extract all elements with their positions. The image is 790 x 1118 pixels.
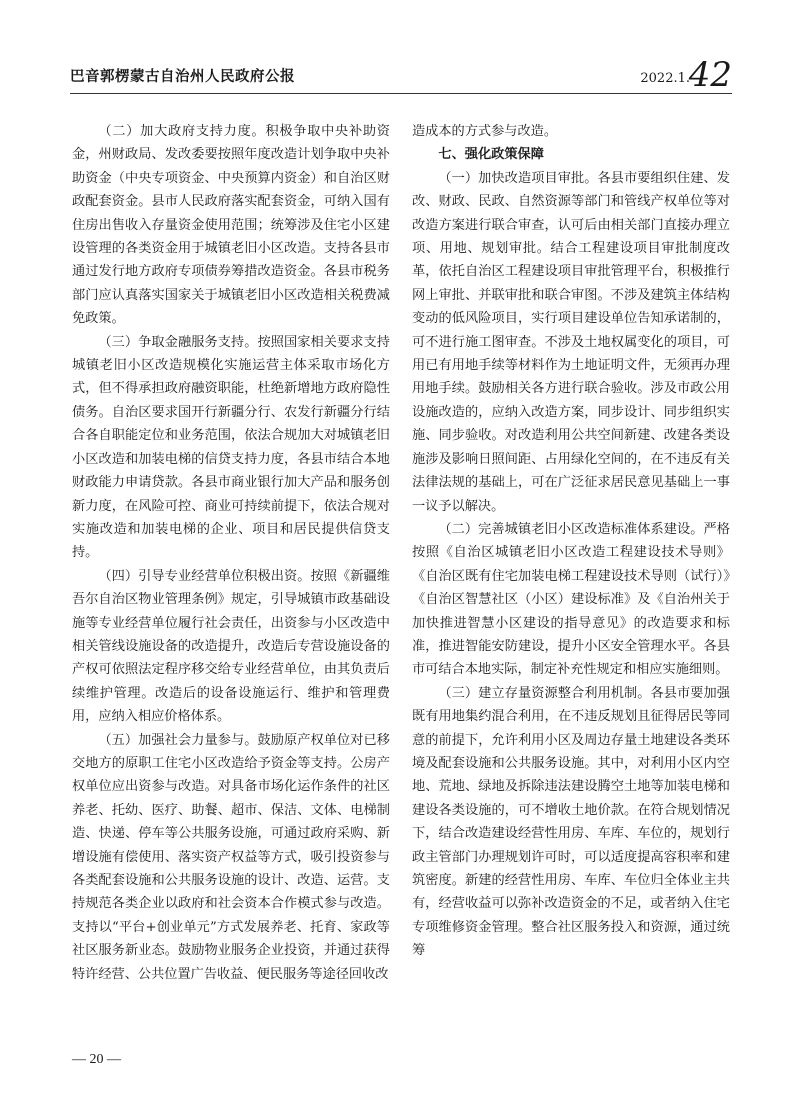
paragraph-resource-integration: （三）建立存量资源整合利用机制。各县市要加强既有用地集约混合利用，在不违反规划且征得居民等同意的前提下，允许利用小区及周边存量土地建设各类环境及配套设施和公共服务设施。其中，对利用小区内空地、荒地、绿地及拆除违法建设腾空土地等加装电梯和建设各类设施的，可不增收土地价款。在符合规划情况下，结合改造建设经营性用房、车库、车位的，规划行政主管部门办理规划许可时，可以适度提高容积率和建筑密度。新建的经营性用房、车库、车位归全体业主共有，经营收益可以弥补改造资金的不足，或者纳入住宅专项维修资金管理。整合社区服务投入和资源，通过统筹 bbox=[412, 685, 730, 959]
paragraph-project-approval: （一）加快改造项目审批。各县市要组织住建、发改、财政、民政、自然资源等部门和管线产权单位等对改造方案进行联合审查，认可后由相关部门直接办理立项、用地、规划审批。结合工程建设项目审批制度改革，依托自治区工程建设项目审批管理平台，积极推行网上审批、并联审批和联合审图。不涉及建筑主体结构变动的低风险项目，实行项目建设单位告知承诺制的，可不进行施工图审查。不涉及土地权属变化的项目，可用已有用地手续等材料作为土地证明文件，无须再办理用地手续。鼓励相关各方进行联合验收。涉及市政公用设施改造的，应纳入改造方案，同步设计、同步组织实施、同步验收。对改造利用公共空间新建、改建各类设施涉及影响日照间距、占用绿化空间的，在不违反有关法律法规的基础上，可在广泛征求居民意见基础上一事一议予以解决。 bbox=[412, 170, 730, 514]
right-column bbox=[412, 120, 730, 963]
section-heading-policy-guarantee: 七、强化政策保障 bbox=[438, 147, 544, 163]
paragraph-social-participation: （五）加强社会力量参与。鼓励原产权单位对已移交地方的原职工住宅小区改造给予资金等支持。公房产权单位应出资参与改造。对具备市场化运作条件的社区养老、托幼、医疗、助餐、超市、保洁、文体、电梯制造、快递、停车等公共服务设施，可通过政府采购、新增设施有偿使用、落实资产权益等方式，吸引投资参与各类配套设施和公共服务设施的设计、改造、运营。支持规范各类企业以政府和社会资本合作模式参与改造。支持以“平台+创业单元”方式发展养老、托育、家政等社区服务新业态。鼓励物业服务企业投资，并通过获得特许经营、公共位置广告收益、便民服务等途径回收改 bbox=[72, 732, 390, 982]
header-divider bbox=[70, 93, 732, 94]
issue-date: 2022.1. bbox=[640, 71, 690, 86]
page-header bbox=[70, 52, 732, 95]
paragraph-standards-system: （二）完善城镇老旧小区改造标准体系建设。严格按照《自治区城镇老旧小区改造工程建设技术导则》《自治区既有住宅加装电梯工程建设技术导则（试行）》《自治区智慧社区（小区）建设标准》及《自治州关于加快推进智慧小区建设的指导意见》的改造要求和标准，推进智能安防建设，提升小区安全管理水平。各县市可结合本地实际，制定补充性规定和相应实施细则。 bbox=[412, 521, 730, 678]
paragraph-continuation: 造成本的方式参与改造。 bbox=[412, 124, 558, 139]
publication-title: 巴音郭楞蒙古自治州人民政府公报 bbox=[70, 69, 295, 85]
paragraph-professional-units: （四）引导专业经营单位积极出资。按照《新疆维吾尔自治区物业管理条例》规定，引导城镇市政基础设施等专业经营单位履行社会责任，出资参与小区改造中相关管线设施设备的改造提升，改造后专营设施设备的产权可依照法定程序移交给专业经营单位，由其负责后续维护管理。改造后的设备设施运行、维护和管理费用，应纳入相应价格体系。 bbox=[72, 568, 390, 725]
paragraph-government-support: （二）加大政府支持力度。积极争取中央补助资金，州财政局、发改委要按照年度改造计划争取中央补助资金（中央专项资金、中央预算内资金）和自治区财政配套资金。县市人民政府落实配套资金，可纳入国有住房出售收入存量资金使用范围；统筹涉及住宅小区建设管理的各类资金用于城镇老旧小区改造。支持各县市通过发行地方政府专项债券筹措改造资金。各县市税务部门应认真落实国家关于城镇老旧小区改造相关税费减免政策。 bbox=[72, 124, 390, 327]
page-number: — 20 — bbox=[72, 1052, 121, 1067]
paragraph-financial-services: （三）争取金融服务支持。按照国家相关要求支持城镇老旧小区改造规模化实施运营主体采取市场化方式，但不得承担政府融资职能，杜绝新增地方政府隐性债务。自治区要求国开行新疆分行、农发行新疆分行结合各自职能定位和业务范围，依法合规加大对城镇老旧小区改造和加装电梯的信贷支持力度，各县市结合本地财政能力申请贷款。各县市商业银行加大产品和服务创新力度，在风险可控、商业可持续前提下，依法合规对实施改造和加装电梯的企业、项目和居民提供信贷支持。 bbox=[72, 334, 390, 561]
issue-number: 42 bbox=[688, 55, 732, 95]
left-column bbox=[72, 120, 390, 986]
